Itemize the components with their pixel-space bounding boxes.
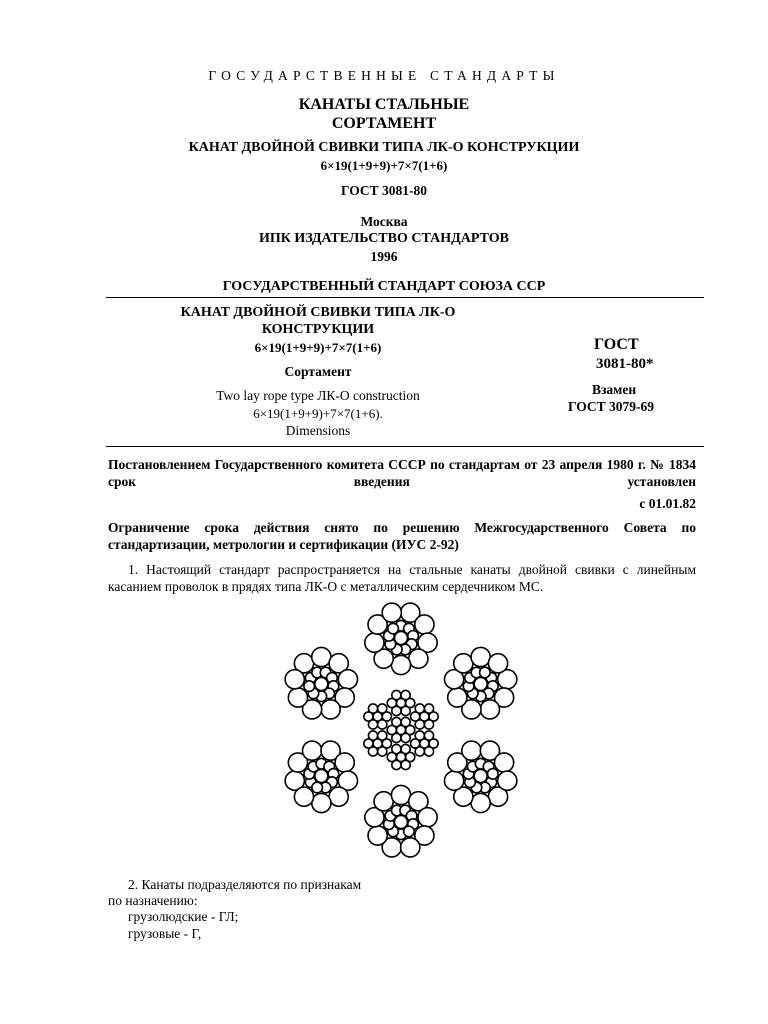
wire — [494, 753, 513, 772]
box-replace-gost: ГОСТ 3079-69 — [568, 399, 655, 414]
wire — [288, 688, 307, 707]
wire — [444, 771, 463, 790]
title-sortament: СОРТАМЕНТ — [331, 115, 437, 132]
wire — [424, 704, 433, 713]
wire — [471, 793, 490, 812]
wire — [382, 603, 401, 622]
box-gost-number: 3081-80* — [596, 356, 654, 372]
limit-paragraph: Ограничение срока действия снято по решению Межгосударственного Совета по стандартизации, метрологии и сертификации (ИУС 2-92) — [108, 520, 696, 552]
wire — [401, 744, 410, 753]
wire — [338, 670, 357, 689]
wire — [378, 720, 387, 729]
wire — [378, 747, 387, 756]
list-item-gl: грузолюдские - ГЛ; — [128, 909, 239, 924]
wire — [418, 808, 437, 827]
wire — [312, 647, 331, 666]
header-standards: ГОСУДАРСТВЕННЫЕ СТАНДАРТЫ — [208, 68, 560, 83]
wire — [374, 792, 393, 811]
wire — [392, 690, 401, 699]
wire — [401, 690, 410, 699]
box-title-line2: КОНСТРУКЦИИ — [261, 322, 375, 337]
wire — [312, 793, 331, 812]
wire — [304, 681, 315, 692]
wire — [462, 741, 481, 760]
wire — [488, 654, 507, 673]
wire — [401, 717, 410, 726]
wire — [368, 731, 377, 740]
purpose-line: по назначению: — [108, 893, 198, 908]
box-en-line2: 6×19(1+9+9)+7×7(1+6). — [253, 406, 383, 421]
year: 1996 — [370, 249, 398, 264]
subtitle-rope-type: КАНАТ ДВОЙНОЙ СВИВКИ ТИПА ЛК-О КОНСТРУКЦИИ — [188, 140, 580, 155]
wire — [471, 647, 490, 666]
wire — [498, 771, 517, 790]
wire — [404, 826, 415, 837]
wire — [415, 615, 434, 634]
wire — [454, 654, 473, 673]
wire — [480, 700, 499, 719]
rope-cross-section-diagram — [270, 598, 532, 862]
wire — [378, 731, 387, 740]
city: Москва — [360, 214, 408, 229]
wire — [378, 704, 387, 713]
wire — [321, 700, 340, 719]
wire — [335, 753, 354, 772]
title-ropes: КАНАТЫ СТАЛЬНЫЕ — [298, 96, 470, 113]
wire — [424, 720, 433, 729]
wire — [409, 649, 428, 668]
box-en-line1: Two lay rope type ЛК-О construction — [216, 388, 420, 403]
box-title-line1: КАНАТ ДВОЙНОЙ СВИВКИ ТИПА ЛК-О — [180, 305, 456, 320]
gost-number: ГОСТ 3081-80 — [340, 183, 428, 198]
wire — [401, 760, 410, 769]
wire — [329, 787, 348, 806]
wire — [312, 782, 323, 793]
wire — [480, 667, 491, 678]
publisher: ИПК ИЗДАТЕЛЬСТВО СТАНДАРТОВ — [259, 231, 509, 246]
wire — [388, 623, 399, 634]
wire — [368, 704, 377, 713]
wire — [424, 747, 433, 756]
classification-line: 2. Канаты подразделяются по признакам — [128, 877, 362, 892]
union-standard: ГОСУДАРСТВЕННЫЙ СТАНДАРТ СОЮЗА ССР — [222, 279, 546, 294]
box-replace-label: Взамен — [592, 382, 637, 397]
wire — [424, 731, 433, 740]
box-formula: 6×19(1+9+9)+7×7(1+6) — [254, 340, 382, 355]
box-sortament: Сортамент — [284, 364, 352, 379]
wire — [285, 670, 304, 689]
wire — [294, 787, 313, 806]
wire — [448, 688, 467, 707]
wire — [368, 826, 387, 845]
wire — [415, 704, 424, 713]
bottom-rule — [106, 446, 704, 447]
effective-date: с 01.01.82 — [639, 496, 696, 511]
wire — [365, 633, 384, 652]
list-item-g: грузовые - Г, — [128, 926, 202, 941]
wire — [401, 838, 420, 857]
wire — [392, 744, 401, 753]
formula: 6×19(1+9+9)+7×7(1+6) — [320, 158, 448, 173]
wire — [302, 741, 321, 760]
wire — [487, 769, 498, 780]
box-en-line3: Dimensions — [285, 423, 351, 438]
wire — [401, 706, 410, 715]
decree-paragraph: Постановлением Государственного комитета СССР по стандартам от 23 апреля 1980 г. № 1834 срок введения установлен — [108, 457, 696, 489]
wire — [415, 731, 424, 740]
scope-paragraph: 1. Настоящий стандарт распространяется на стальные канаты двойной свивки с линейным касанием проволок в прядях типа ЛК-О с металлическим сердечником МС. — [108, 562, 696, 594]
top-rule — [106, 297, 704, 298]
wire — [391, 785, 410, 804]
wire — [401, 733, 410, 742]
wire — [391, 655, 410, 674]
wire — [392, 717, 401, 726]
box-gost-label: ГОСТ — [594, 336, 639, 353]
